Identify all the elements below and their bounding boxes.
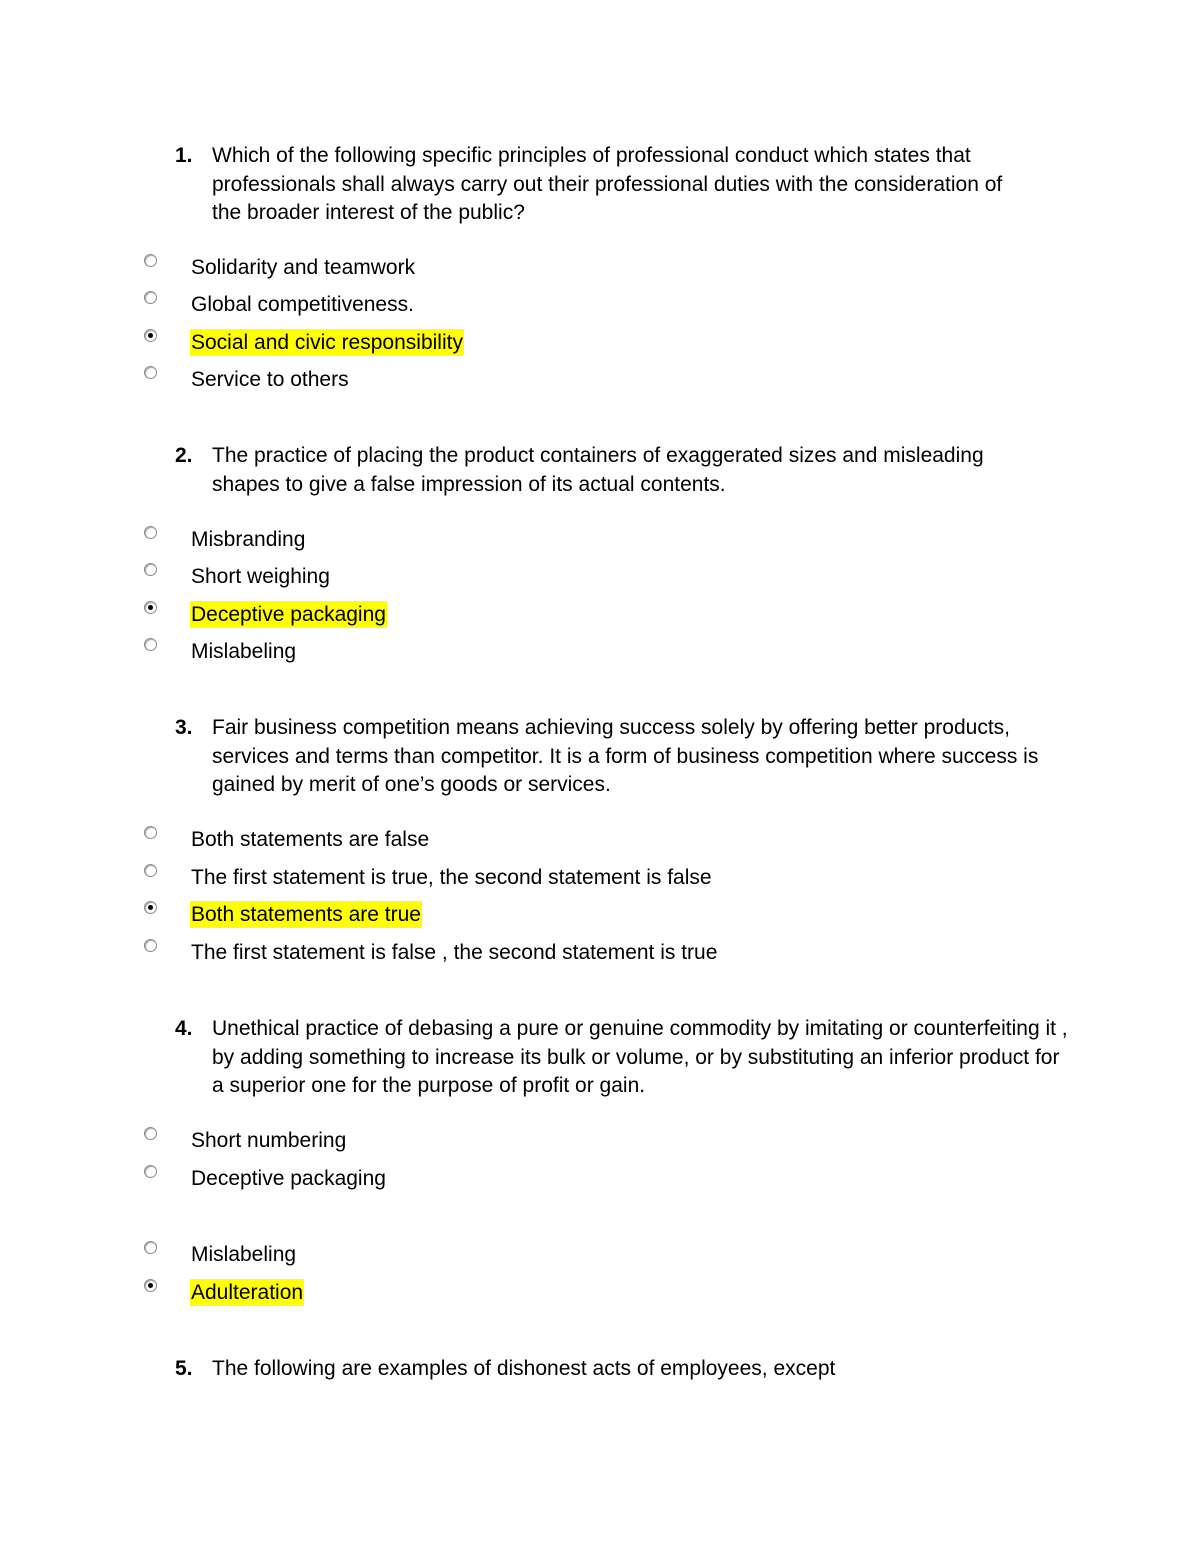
option-label: Misbranding (191, 528, 306, 551)
radio-button-selected-icon[interactable] (144, 601, 157, 614)
radio-button-icon[interactable] (144, 291, 157, 304)
option-label-highlighted: Deceptive packaging (191, 603, 386, 626)
question-text: The practice of placing the product containers of exaggerated sizes and misleading shapes to give a false impression of its actual contents. (212, 444, 984, 496)
question-number: 3. (175, 716, 193, 739)
option-q2-b[interactable] (0, 563, 1100, 593)
option-label: The first statement is true, the second statement is false (191, 866, 712, 889)
option-label: Both statements are false (191, 828, 430, 851)
question-number: 1. (175, 144, 193, 167)
option-q2-c[interactable] (0, 601, 1100, 631)
option-q4-b[interactable] (0, 1165, 1100, 1195)
option-q1-c[interactable] (0, 329, 1100, 359)
option-q1-d[interactable] (0, 366, 1100, 396)
option-q4-d[interactable] (0, 1279, 1100, 1309)
option-label: Short weighing (191, 565, 330, 588)
option-q1-b[interactable] (0, 291, 1100, 321)
radio-button-icon[interactable] (144, 864, 157, 877)
option-q3-b[interactable] (0, 864, 1100, 894)
option-q3-a[interactable] (0, 826, 1100, 856)
radio-button-icon[interactable] (144, 939, 157, 952)
option-label-highlighted: Adulteration (191, 1281, 304, 1304)
question-number: 5. (175, 1357, 193, 1380)
radio-button-selected-icon[interactable] (144, 1279, 157, 1292)
radio-button-icon[interactable] (144, 366, 157, 379)
question-number: 2. (175, 444, 193, 467)
option-q4-c[interactable] (0, 1241, 1100, 1271)
radio-button-icon[interactable] (144, 563, 157, 576)
question-text: Unethical practice of debasing a pure or genuine commodity by imitating or counterfeiting it , by adding something to increase its bulk or volume, or by substituting an inferior product for a superior one for the purpose of profit or gain. (212, 1017, 1068, 1097)
option-q3-c[interactable] (0, 901, 1100, 931)
question-1 (175, 142, 1075, 228)
option-label-highlighted: Social and civic responsibility (191, 331, 463, 354)
option-label: Mislabeling (191, 1243, 297, 1266)
option-label: Solidarity and teamwork (191, 256, 416, 279)
option-q3-d[interactable] (0, 939, 1100, 969)
question-number: 4. (175, 1017, 193, 1040)
question-3 (175, 714, 1075, 800)
question-text: Which of the following specific principles of professional conduct which states that professionals shall always carry out their professional duties with the consideration of the broader interest of the public? (212, 144, 1003, 224)
option-label: Global competitiveness. (191, 293, 414, 316)
question-2 (175, 442, 1075, 499)
option-q4-a[interactable] (0, 1127, 1100, 1157)
option-label-highlighted: Both statements are true (191, 903, 421, 926)
radio-button-selected-icon[interactable] (144, 901, 157, 914)
option-label: The first statement is false , the second statement is true (191, 941, 718, 964)
option-label: Mislabeling (191, 640, 297, 663)
radio-button-icon[interactable] (144, 526, 157, 539)
option-q2-a[interactable] (0, 526, 1100, 556)
option-label: Short numbering (191, 1129, 347, 1152)
option-q2-d[interactable] (0, 638, 1100, 668)
radio-button-icon[interactable] (144, 254, 157, 267)
option-q1-a[interactable] (0, 254, 1100, 284)
question-4 (175, 1015, 1075, 1101)
radio-button-icon[interactable] (144, 826, 157, 839)
radio-button-selected-icon[interactable] (144, 329, 157, 342)
radio-button-icon[interactable] (144, 638, 157, 651)
option-label: Service to others (191, 368, 349, 391)
question-5 (175, 1355, 1075, 1384)
radio-button-icon[interactable] (144, 1127, 157, 1140)
radio-button-icon[interactable] (144, 1241, 157, 1254)
radio-button-icon[interactable] (144, 1165, 157, 1178)
question-text: The following are examples of dishonest acts of employees, except (212, 1357, 836, 1380)
question-text: Fair business competition means achieving success solely by offering better products, services and terms than competitor. It is a form of business competition where success is gained by merit of one’s goods or services. (212, 716, 1039, 796)
option-label: Deceptive packaging (191, 1167, 386, 1190)
